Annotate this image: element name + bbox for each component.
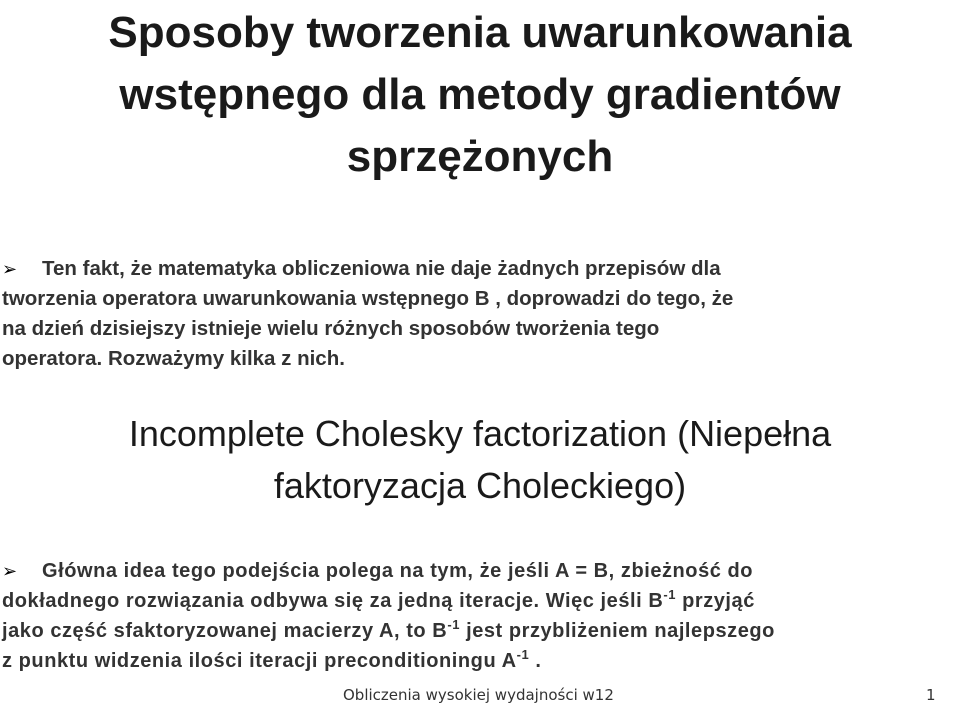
heading-line: Incomplete Cholesky factorization (Niepełna bbox=[128, 413, 832, 454]
superscript: -1 bbox=[663, 587, 676, 602]
title-line: Sposoby tworzenia uwarunkowania bbox=[108, 8, 852, 57]
arrow-bullet-icon: ➢ bbox=[2, 259, 18, 279]
bullet-text: jest przybliżeniem najlepszego bbox=[459, 620, 775, 642]
section-heading bbox=[0, 408, 960, 512]
superscript: -1 bbox=[447, 617, 460, 632]
bullet-main-idea bbox=[2, 556, 958, 676]
bullet-text: przyjąć bbox=[676, 590, 755, 612]
bullet-line: operatora. Rozważymy kilka z nich. bbox=[2, 347, 345, 370]
bullet-text: Główna idea tego podejścia polega na tym, że jeśli A = B, zbieżność do bbox=[42, 560, 754, 582]
bullet-line bbox=[2, 254, 958, 284]
bullet-line bbox=[2, 556, 958, 586]
bullet-text: . bbox=[529, 650, 542, 672]
page-number: 1 bbox=[926, 686, 936, 704]
title-line: sprzężonych bbox=[346, 132, 614, 181]
bullet-line bbox=[2, 586, 958, 616]
bullet-line: na dzień dzisiejszy istnieje wielu różnych sposobów tworżenia tego bbox=[2, 317, 660, 340]
slide-footer bbox=[0, 684, 960, 706]
footer-text: Obliczenia wysokiej wydajności w12 bbox=[343, 686, 614, 704]
title-line: wstępnego dla metody gradientów bbox=[119, 70, 841, 119]
bullet-line bbox=[2, 616, 958, 646]
bullet-text: z punktu widzenia ilości iteracji preconditioningu A bbox=[2, 650, 517, 672]
bullet-line bbox=[2, 646, 958, 676]
bullet-text: dokładnego rozwiązania odbywa się za jedną iteracje. Więc jeśli B bbox=[2, 590, 664, 612]
superscript: -1 bbox=[516, 647, 530, 662]
bullet-text: Ten fakt, że matematyka obliczeniowa nie daje żadnych przepisów dla bbox=[42, 257, 721, 280]
slide-title bbox=[0, 0, 960, 188]
bullet-line: tworzenia operatora uwarunkowania wstępnego B , doprowadzi do tego, że bbox=[2, 287, 734, 310]
bullet-intro bbox=[2, 254, 958, 374]
bullet-text: jako część sfaktoryzowanej macierzy A, to B bbox=[2, 620, 448, 642]
arrow-bullet-icon: ➢ bbox=[2, 561, 18, 581]
heading-line: faktoryzacja Choleckiego) bbox=[273, 465, 687, 506]
